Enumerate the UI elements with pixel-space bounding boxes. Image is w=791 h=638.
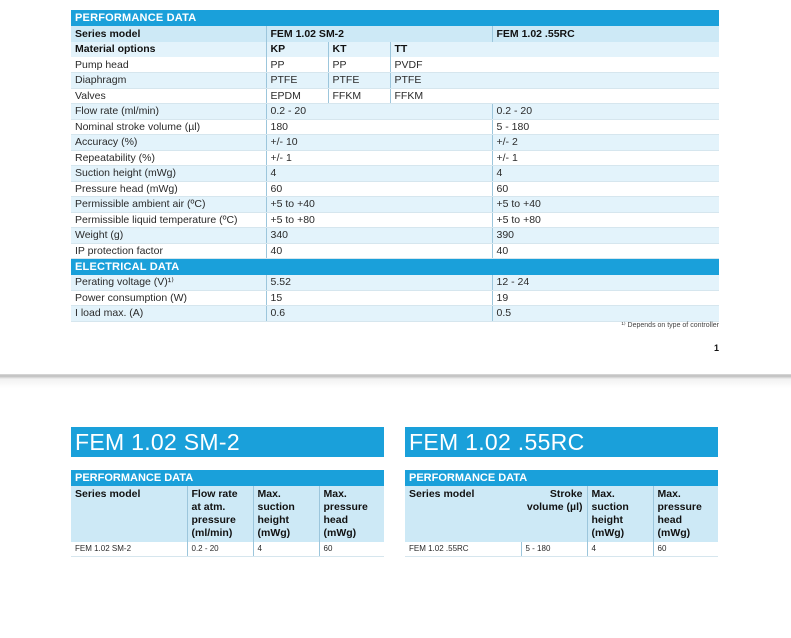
table-row xyxy=(71,104,719,120)
table-cell: Pump head xyxy=(71,57,266,73)
table-cell: Power consumption (W) xyxy=(71,290,266,306)
column-header: Stroke volume (µl) xyxy=(521,486,587,542)
table-cell: PTFE xyxy=(328,73,390,89)
table-cell xyxy=(492,73,719,89)
product-title: FEM 1.02 .55RC xyxy=(405,427,718,457)
performance-header: PERFORMANCE DATA xyxy=(71,470,384,486)
table-cell: Series model xyxy=(71,26,266,42)
table-cell: IP protection factor xyxy=(71,243,266,259)
table-cell: Repeatability (%) xyxy=(71,150,266,166)
table-cell: PTFE xyxy=(266,73,328,89)
table-cell: FEM 1.02 SM-2 xyxy=(266,26,492,42)
table-cell: I load max. (A) xyxy=(71,306,266,322)
footnote: ¹⁾ Depends on type of controller xyxy=(621,322,719,329)
table-cell: 4 xyxy=(587,542,653,556)
column-header: Series model xyxy=(71,486,187,542)
table-cell: Permissible liquid temperature (ºC) xyxy=(71,212,266,228)
table-cell: PP xyxy=(266,57,328,73)
table-cell: PTFE xyxy=(390,73,492,89)
table-cell: +5 to +80 xyxy=(492,212,719,228)
performance-section-header xyxy=(71,10,719,26)
table-row xyxy=(71,243,719,259)
table-cell xyxy=(492,57,719,73)
table-cell: 19 xyxy=(492,290,719,306)
table-row xyxy=(71,166,719,182)
table-cell xyxy=(492,88,719,104)
table-cell: ELECTRICAL DATA xyxy=(71,259,719,275)
table-cell: FEM 1.02 .55RC xyxy=(405,542,521,556)
column-header: Max. pressure head (mWg) xyxy=(653,486,718,542)
table-row xyxy=(71,73,719,89)
table-row xyxy=(71,275,719,291)
column-header: Max. suction height (mWg) xyxy=(253,486,319,542)
series-model-row xyxy=(71,26,719,42)
table-row xyxy=(71,212,719,228)
table-cell: Permissible ambient air (ºC) xyxy=(71,197,266,213)
table-row xyxy=(71,306,719,322)
table-row xyxy=(71,290,719,306)
table-cell: 5 - 180 xyxy=(492,119,719,135)
electrical-section-header xyxy=(71,259,719,275)
table-row xyxy=(71,88,719,104)
table-row xyxy=(71,197,719,213)
table-cell: PERFORMANCE DATA xyxy=(71,10,719,26)
table-cell: 0.5 xyxy=(492,306,719,322)
table-cell: 40 xyxy=(492,243,719,259)
table-cell: 180 xyxy=(266,119,492,135)
table-cell: Diaphragm xyxy=(71,73,266,89)
product-title: FEM 1.02 SM-2 xyxy=(71,427,384,457)
main-spec-table xyxy=(71,10,719,322)
table-cell: TT xyxy=(390,42,492,58)
product-card-55rc xyxy=(405,427,718,557)
table-cell: FFKM xyxy=(390,88,492,104)
table-cell: Flow rate (ml/min) xyxy=(71,104,266,120)
table-cell: EPDM xyxy=(266,88,328,104)
table-cell: 0.6 xyxy=(266,306,492,322)
table-row xyxy=(71,181,719,197)
table-cell: +/- 2 xyxy=(492,135,719,151)
table-cell: Valves xyxy=(71,88,266,104)
table-cell: Perating voltage (V)¹⁾ xyxy=(71,275,266,291)
table-cell: +5 to +40 xyxy=(266,197,492,213)
table-cell: 4 xyxy=(492,166,719,182)
column-header: Series model xyxy=(405,486,521,542)
table-row xyxy=(71,57,719,73)
table-cell: PP xyxy=(328,57,390,73)
table-cell: Nominal stroke volume (µl) xyxy=(71,119,266,135)
table-cell: KP xyxy=(266,42,328,58)
product-performance-table xyxy=(71,470,384,557)
material-options-row xyxy=(71,42,719,58)
table-cell: 60 xyxy=(653,542,718,556)
table-row xyxy=(71,119,719,135)
table-cell: Weight (g) xyxy=(71,228,266,244)
table-cell: 5.52 xyxy=(266,275,492,291)
table-cell: 390 xyxy=(492,228,719,244)
table-cell: 60 xyxy=(266,181,492,197)
column-header: Max. suction height (mWg) xyxy=(587,486,653,542)
table-cell: 15 xyxy=(266,290,492,306)
page-number: 1 xyxy=(713,343,719,353)
table-cell: 5 - 180 xyxy=(521,542,587,556)
table-cell: 12 - 24 xyxy=(492,275,719,291)
table-row xyxy=(71,228,719,244)
column-header: Max. pressure head (mWg) xyxy=(319,486,384,542)
table-cell xyxy=(492,42,719,58)
table-cell: Suction height (mWg) xyxy=(71,166,266,182)
table-cell: +/- 1 xyxy=(266,150,492,166)
product-card-sm2 xyxy=(71,427,384,557)
table-cell: 60 xyxy=(492,181,719,197)
table-cell: 4 xyxy=(253,542,319,556)
table-cell: 40 xyxy=(266,243,492,259)
table-cell: Accuracy (%) xyxy=(71,135,266,151)
table-cell: +5 to +40 xyxy=(492,197,719,213)
table-cell: FFKM xyxy=(328,88,390,104)
table-cell: FEM 1.02 .55RC xyxy=(492,26,719,42)
table-cell: Material options xyxy=(71,42,266,58)
table-cell: +/- 10 xyxy=(266,135,492,151)
table-cell: 4 xyxy=(266,166,492,182)
table-cell: +/- 1 xyxy=(492,150,719,166)
page-divider xyxy=(0,374,791,388)
table-cell: FEM 1.02 SM-2 xyxy=(71,542,187,556)
table-row xyxy=(71,150,719,166)
table-cell: Pressure head (mWg) xyxy=(71,181,266,197)
table-cell: KT xyxy=(328,42,390,58)
table-cell: 60 xyxy=(319,542,384,556)
table-cell: 0.2 - 20 xyxy=(187,542,253,556)
table-cell: 340 xyxy=(266,228,492,244)
column-header: Flow rate at atm. pressure (ml/min) xyxy=(187,486,253,542)
table-cell: PVDF xyxy=(390,57,492,73)
product-performance-table xyxy=(405,470,718,557)
table-cell: 0.2 - 20 xyxy=(492,104,719,120)
performance-header: PERFORMANCE DATA xyxy=(405,470,718,486)
table-row xyxy=(71,135,719,151)
table-cell: 0.2 - 20 xyxy=(266,104,492,120)
table-cell: +5 to +80 xyxy=(266,212,492,228)
